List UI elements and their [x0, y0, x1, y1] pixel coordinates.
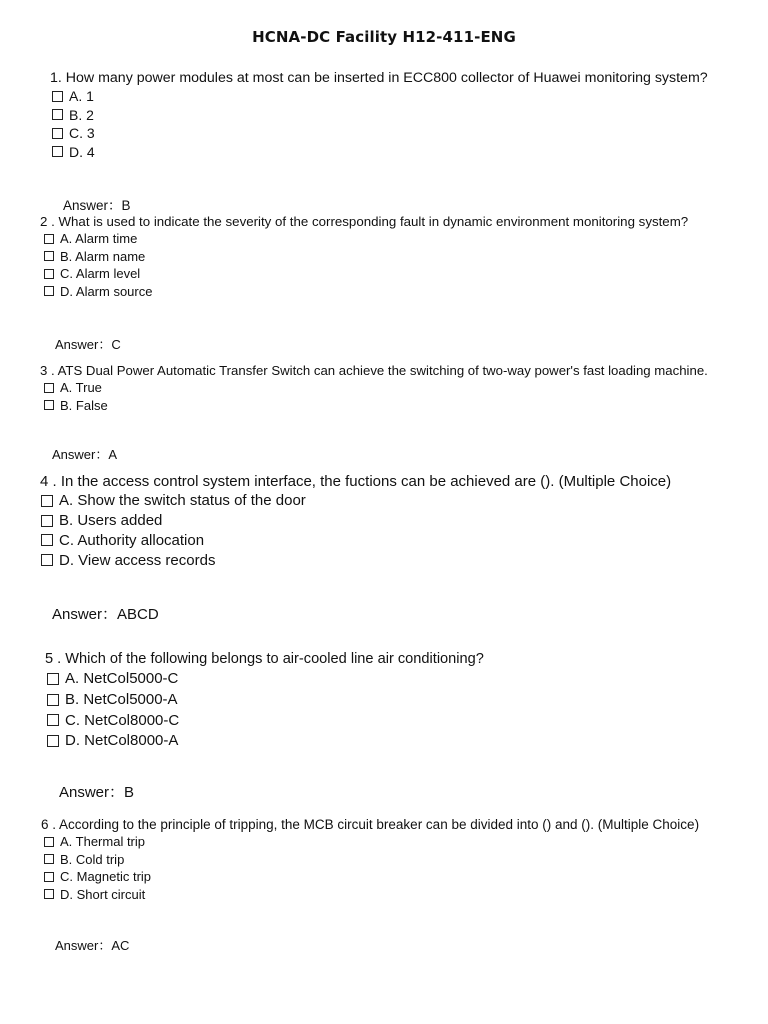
option-c[interactable] — [44, 265, 688, 283]
option-label: A. 1 — [69, 88, 94, 105]
checkbox-icon[interactable] — [52, 91, 63, 102]
checkbox-icon[interactable] — [47, 673, 59, 685]
checkbox-icon[interactable] — [44, 400, 54, 410]
checkbox-icon[interactable] — [47, 735, 59, 747]
checkbox-icon[interactable] — [47, 694, 59, 706]
checkbox-icon[interactable] — [44, 383, 54, 393]
option-label: C. Authority allocation — [59, 531, 205, 549]
option-label: B. Users added — [59, 512, 163, 530]
option-label: B. 2 — [69, 106, 94, 123]
option-label: B. NetCol5000-A — [65, 691, 178, 709]
answer-6: Answer：AC — [55, 938, 130, 953]
option-b[interactable] — [44, 396, 708, 414]
checkbox-icon[interactable] — [44, 872, 54, 882]
option-label: B. False — [60, 397, 108, 413]
option-label: A. True — [60, 380, 102, 396]
checkbox-icon[interactable] — [52, 128, 63, 139]
checkbox-icon[interactable] — [44, 854, 54, 864]
checkbox-icon[interactable] — [44, 251, 54, 261]
question-text: 5 . Which of the following belongs to air-cooled line air conditioning? — [45, 651, 484, 667]
question-text: 4 . In the access control system interface, the fuctions can be achieved are (). (Multiple Choice) — [40, 473, 672, 490]
option-c[interactable] — [52, 124, 708, 143]
option-label: B. Alarm name — [60, 248, 146, 264]
checkbox-icon[interactable] — [44, 269, 54, 279]
answer-5: Answer：B — [59, 784, 135, 801]
option-label: C. NetCol8000-C — [65, 711, 180, 729]
checkbox-icon[interactable] — [41, 534, 53, 546]
checkbox-icon[interactable] — [44, 837, 54, 847]
question-text: 2 . What is used to indicate the severity of the corresponding fault in dynamic environment monitoring system? — [40, 214, 689, 229]
question-3 — [40, 363, 708, 414]
checkbox-icon[interactable] — [44, 286, 54, 296]
option-a[interactable] — [41, 491, 671, 511]
question-4 — [40, 473, 671, 570]
option-label: A. Thermal trip — [60, 834, 146, 850]
option-b[interactable] — [47, 689, 484, 710]
option-label: A. NetCol5000-C — [65, 670, 179, 688]
option-b[interactable] — [41, 511, 671, 531]
answer-1: Answer：B — [63, 198, 131, 213]
option-label: C. 3 — [69, 125, 95, 142]
question-2 — [40, 214, 688, 300]
option-d[interactable] — [47, 731, 484, 752]
option-b[interactable] — [44, 851, 699, 869]
option-a[interactable] — [44, 230, 688, 248]
option-c[interactable] — [41, 531, 671, 551]
checkbox-icon[interactable] — [41, 515, 53, 527]
option-c[interactable] — [47, 710, 484, 731]
option-label: D. NetCol8000-A — [65, 732, 179, 750]
option-b[interactable] — [52, 106, 708, 125]
option-label: D. Alarm source — [60, 283, 153, 299]
option-label: D. View access records — [59, 551, 216, 569]
checkbox-icon[interactable] — [52, 109, 63, 120]
option-label: D. Short circuit — [60, 886, 146, 902]
checkbox-icon[interactable] — [47, 714, 59, 726]
answer-3: Answer：A — [52, 447, 118, 462]
answer-4: Answer：ABCD — [52, 606, 159, 623]
option-a[interactable] — [44, 833, 699, 851]
question-6 — [41, 817, 699, 903]
option-label: C. Magnetic trip — [60, 869, 152, 885]
checkbox-icon[interactable] — [44, 889, 54, 899]
question-1 — [50, 70, 708, 161]
option-a[interactable] — [52, 87, 708, 106]
checkbox-icon[interactable] — [44, 234, 54, 244]
option-d[interactable] — [44, 886, 699, 904]
question-5 — [45, 651, 484, 751]
option-c[interactable] — [44, 868, 699, 886]
option-label: B. Cold trip — [60, 851, 125, 867]
option-label: A. Alarm time — [60, 231, 138, 247]
question-text: 6 . According to the principle of tripping, the MCB circuit breaker can be divided into () and (). (Multiple Choice) — [41, 817, 700, 832]
checkbox-icon[interactable] — [52, 146, 63, 157]
option-a[interactable] — [44, 379, 708, 397]
question-text: 1. How many power modules at most can be inserted in ECC800 collector of Huawei monitoring system? — [50, 70, 708, 86]
checkbox-icon[interactable] — [41, 495, 53, 507]
question-text: 3 . ATS Dual Power Automatic Transfer Switch can achieve the switching of two-way power's fast loading machine. — [40, 363, 708, 378]
option-label: D. 4 — [69, 143, 95, 160]
answer-2: Answer：C — [55, 337, 121, 352]
option-d[interactable] — [41, 550, 671, 570]
option-d[interactable] — [52, 143, 708, 162]
option-b[interactable] — [44, 247, 688, 265]
checkbox-icon[interactable] — [41, 554, 53, 566]
option-label: C. Alarm level — [60, 266, 141, 282]
option-d[interactable] — [44, 282, 688, 300]
document-title: HCNA-DC Facility H12-411-ENG — [252, 28, 516, 46]
option-a[interactable] — [47, 669, 484, 690]
option-label: A. Show the switch status of the door — [59, 492, 306, 510]
